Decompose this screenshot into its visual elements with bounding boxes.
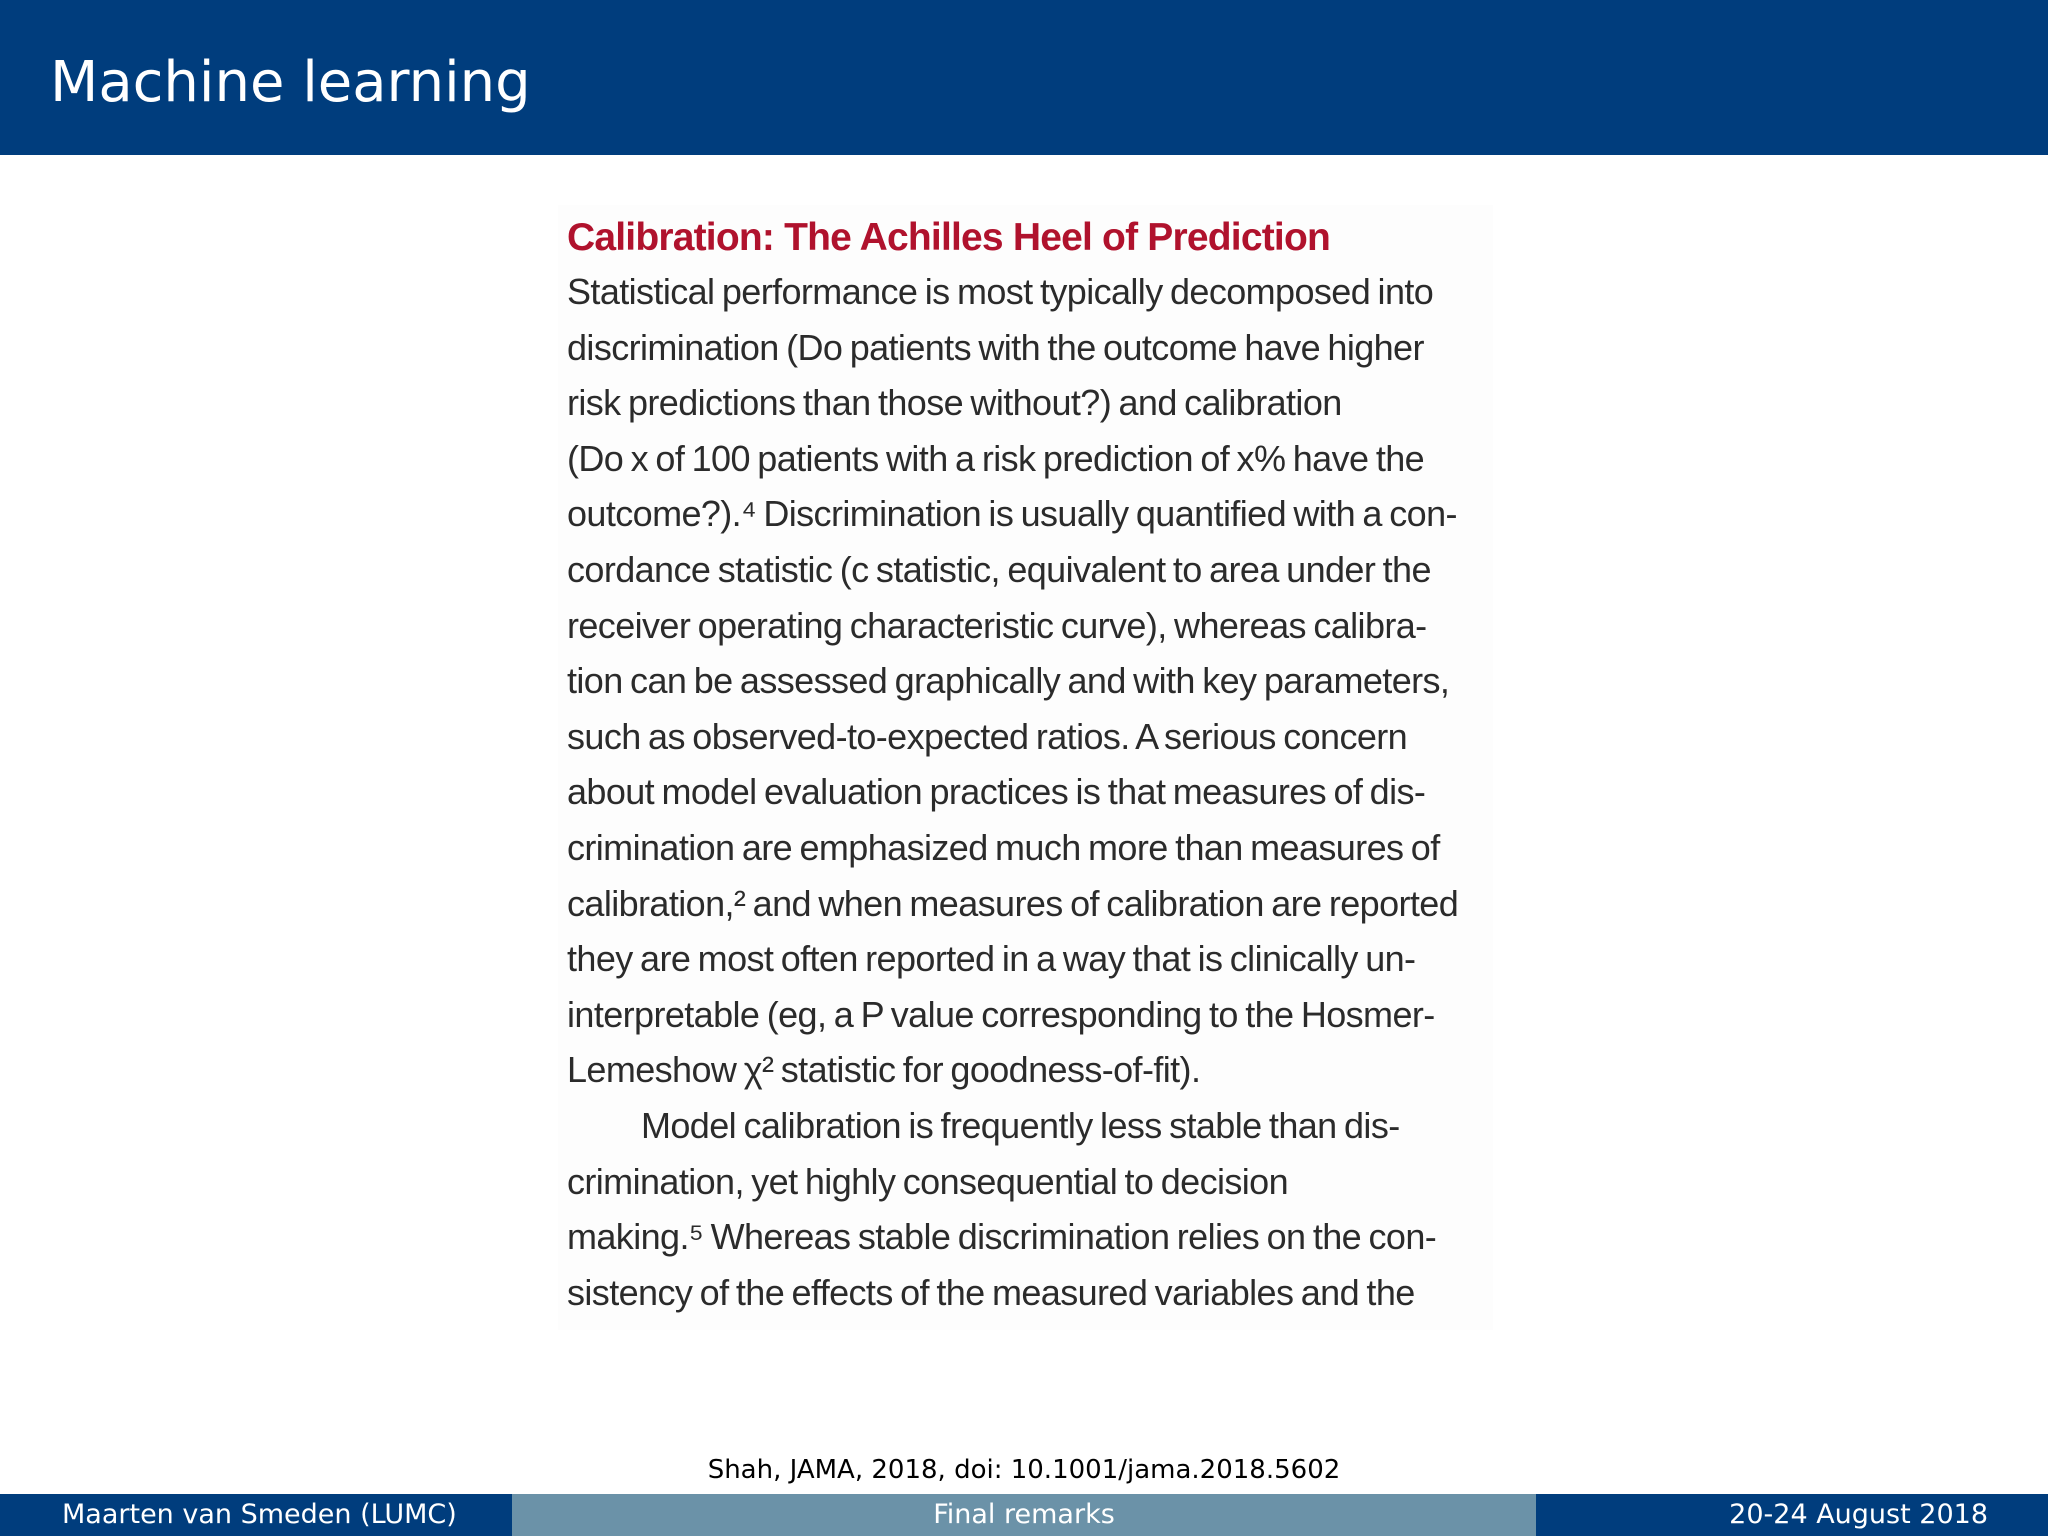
excerpt-body — [567, 264, 1479, 1320]
footer-author: Maarten van Smeden (LUMC) — [62, 1499, 457, 1530]
excerpt-line: calibration,² and when measures of calibration are reported — [567, 882, 1459, 924]
footer-date: 20-24 August 2018 — [1729, 1499, 1988, 1530]
slide-header — [0, 0, 2048, 155]
footer-section-label: Final remarks — [933, 1499, 1115, 1530]
excerpt-line: crimination, yet highly consequential to decision — [567, 1160, 1289, 1202]
slide-title: Machine learning — [50, 50, 531, 115]
excerpt-line: (Do x of 100 patients with a risk prediction of x% have the — [567, 437, 1425, 479]
excerpt-line: cordance statistic (c statistic, equivalent to area under the — [567, 548, 1431, 590]
footer-section-title — [512, 1494, 1536, 1536]
excerpt-line: Model calibration is frequently less stable than dis- — [641, 1104, 1400, 1146]
footer-author-section — [0, 1494, 512, 1536]
excerpt-line: Statistical performance is most typically decomposed into — [567, 271, 1434, 312]
excerpt-line: such as observed-to-expected ratios. A serious concern — [567, 715, 1408, 757]
excerpt-line: sistency of the effects of the measured variables and the — [567, 1271, 1415, 1313]
excerpt-line: receiver operating characteristic curve), whereas calibra- — [567, 604, 1427, 646]
slide-footer — [0, 1494, 2048, 1536]
excerpt-line: interpretable (eg, a P value corresponding to the Hosmer- — [567, 993, 1435, 1035]
excerpt-line: Lemeshow χ² statistic for goodness-of-fit). — [567, 1049, 1201, 1091]
excerpt-line: outcome?).⁴ Discrimination is usually quantified with a con- — [567, 493, 1457, 535]
excerpt-heading: Calibration: The Achilles Heel of Prediction — [567, 216, 1330, 259]
excerpt-line: about model evaluation practices is that measures of dis- — [567, 771, 1426, 813]
excerpt-line: making.⁵ Whereas stable discrimination relies on the con- — [567, 1216, 1437, 1258]
excerpt-line: discrimination (Do patients with the outcome have higher — [567, 326, 1424, 368]
excerpt-line: crimination are emphasized much more than measures of — [567, 826, 1440, 868]
footer-date-section — [1536, 1494, 2048, 1536]
excerpt-line: they are most often reported in a way that is clinically un- — [567, 938, 1416, 980]
citation: Shah, JAMA, 2018, doi: 10.1001/jama.2018.5602 — [707, 1455, 1341, 1485]
excerpt-line: risk predictions than those without?) and calibration — [567, 382, 1342, 424]
excerpt-line: tion can be assessed graphically and with key parameters, — [567, 660, 1450, 702]
